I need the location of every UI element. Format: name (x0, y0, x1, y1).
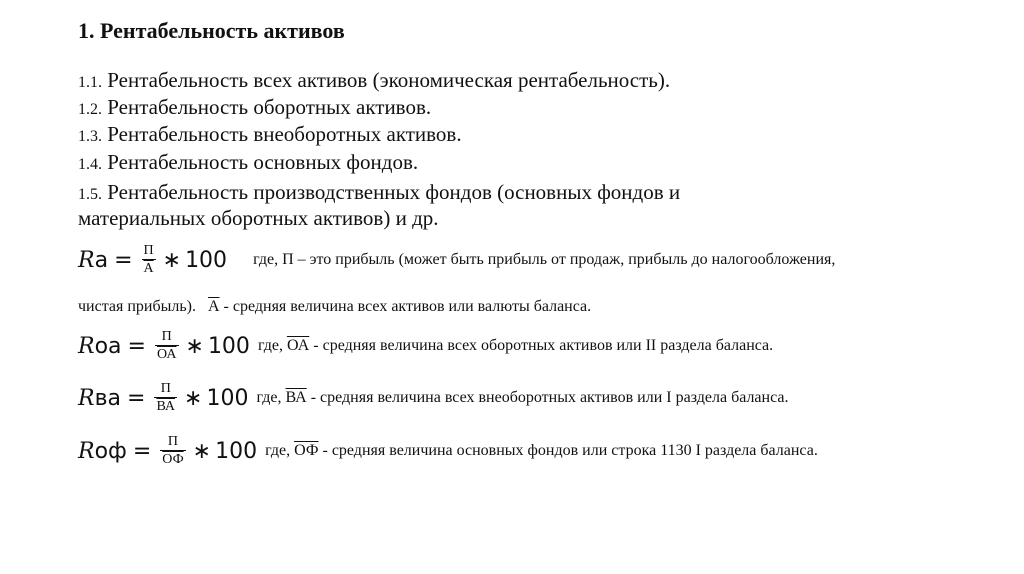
multiply-sign: ∗ (192, 438, 212, 464)
formula-lhs: Rоа (78, 333, 122, 359)
factor: 100 (206, 385, 249, 411)
formula-ra-description-line2: чистая прибыль). А - средняя величина всех активов или валюты баланса. (78, 298, 592, 315)
page-title: 1. Рентабельность активов (78, 18, 345, 43)
item-number: 1.5. (78, 186, 102, 203)
multiply-sign: ∗ (162, 247, 182, 273)
multiply-sign: ∗ (185, 333, 204, 359)
multiply-sign: ∗ (184, 385, 203, 411)
formula-description: где, ОФ - средняя величина основных фондов или строка 1130 I раздела баланса. (265, 442, 818, 459)
factor: 100 (215, 438, 258, 464)
factor: 100 (185, 247, 228, 273)
list-item-1-1 (78, 68, 670, 95)
item-number: 1.1. (78, 74, 102, 91)
item-number: 1.2. (78, 101, 102, 118)
list-item-1-5 (78, 180, 680, 207)
item-text: Рентабельность внеоборотных активов. (107, 122, 462, 146)
equals-sign: = (114, 247, 133, 273)
formula-description: где, ОА - средняя величина всех оборотных активов или II раздела баланса. (257, 337, 774, 354)
equals-sign: = (127, 333, 146, 359)
formula-description: где, ВА - средняя величина всех внеоборотных активов или I раздела баланса. (256, 389, 789, 406)
item-number: 1.3. (78, 128, 102, 145)
fraction: $\frac{П}{А}$ (143, 243, 154, 276)
formula-lhs: Rа (78, 247, 109, 273)
formula-rva (78, 382, 789, 414)
formula-roa (78, 330, 773, 362)
factor: 100 (207, 333, 250, 359)
list-item-1-2 (78, 95, 431, 122)
formula-lhs: Rоф (78, 438, 127, 464)
formula-ra (78, 244, 835, 276)
equals-sign: = (127, 385, 146, 411)
item-text: Рентабельность оборотных активов. (107, 95, 432, 119)
list-item-1-4 (78, 150, 418, 177)
fraction: $\frac{П}{ОА}$ (156, 329, 177, 362)
fraction: $\frac{П}{ВА}$ (156, 381, 176, 414)
item-text: Рентабельность основных фондов. (107, 150, 419, 174)
equals-sign: = (132, 438, 152, 464)
item-text: материальных оборотных активов) и др. (78, 206, 439, 230)
item-text: Рентабельность производственных фондов (основных фондов и (107, 180, 681, 204)
fraction: $\frac{П}{ОФ}$ (162, 434, 184, 467)
formula-description: где, П – это прибыль (может быть прибыль от продаж, прибыль до налогообложения, (253, 251, 836, 268)
item-text: Рентабельность всех активов (экономическая рентабельность). (107, 68, 671, 92)
formula-lhs: Rва (78, 385, 122, 411)
list-item-1-5-cont (78, 206, 439, 230)
list-item-1-3 (78, 122, 462, 149)
formula-rof (78, 435, 818, 467)
item-number: 1.4. (78, 156, 102, 173)
